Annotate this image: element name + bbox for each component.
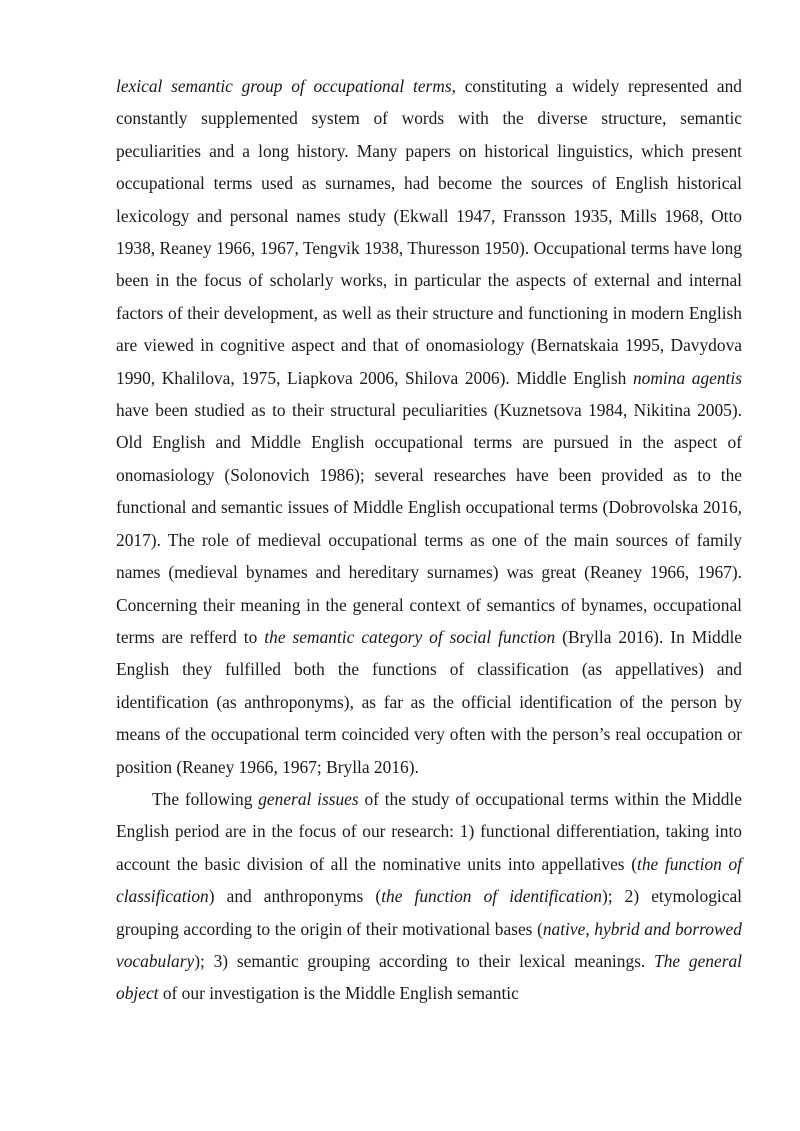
text-run: , constituting a widely represented and constantly supplemented system of words with the diverse structure, semantic peculiarities and a long history. Many papers on historical linguistics, which present occupational terms used as surnames, had become the sources of English historical lexicology and personal names study (Ekwall 1947, Fransson 1935, Mills 1968, Otto 1938, Reaney 1966, 1967, Tengvik 1938, Thuresson 1950). Occupational terms have long been in the focus of scholarly works, in particular the aspects of external and internal factors of their development, as well as their structure and functioning in modern English are viewed in cognitive aspect and that of onomasiology (Bernatskaia 1995, Davydova 1990, Khalilova, 1975, Liapkova 2006, Shilova 2006). Middle English [116, 76, 743, 388]
text-run: The following [152, 788, 259, 809]
text-run: of our investigation is the Middle English semantic [158, 983, 519, 1004]
paragraph-1 [116, 70, 742, 783]
paragraph-2 [116, 783, 742, 1010]
text-run: nomina agentis [632, 367, 742, 388]
text-run: lexical semantic group of occupational terms [116, 76, 452, 96]
text-run: native [542, 918, 586, 939]
text-run: (Brylla 2016). In Middle English they fulfilled both the functions of classification (as appellatives) and identification (as anthroponyms), as far as the official identification of the person by means of the occupational term coincided very often with the person’s real occupation or position (Reaney 1966, 1967; Brylla 2016). [116, 626, 742, 777]
text-run: ) and anthroponyms ( [208, 886, 382, 907]
text-run: ); 3) semantic grouping according to their lexical meanings. [194, 950, 655, 971]
text-run: of the study of occupational terms within the Middle English period are in the focus of our research: 1) functional differentiation, taking into account the basic division of all the nominative units into appellatives ( [116, 788, 742, 874]
text-run: ); 2) etymological grouping according to the origin of their motivational bases ( [116, 886, 742, 939]
text-run: the function of identification [381, 886, 602, 907]
text-run: the semantic category of social function [264, 626, 556, 647]
text-run: general issues [258, 788, 359, 809]
text-run: hybrid and borrowed vocabulary [116, 918, 742, 971]
text-run: have been studied as to their structural peculiarities (Kuznetsova 1984, Nikitina 2005). Old English and Middle English occupational terms are pursued in the aspect of onomasiology (Solonovich 1986); several researches have been provided as to the functional and semantic issues of Middle English occupational terms (Dobrovolska 2016, 2017). The role of medieval occupational terms as one of the main sources of family names (medieval bynames and hereditary surnames) was great (Reaney 1966, 1967). Concerning their meaning in the general context of semantics of bynames, occupational terms are refferd to [116, 400, 742, 647]
text-run: the function of classification [116, 853, 743, 907]
text-run: The general object [116, 950, 742, 1004]
document-page [116, 70, 742, 1010]
text-run: , [585, 918, 595, 939]
